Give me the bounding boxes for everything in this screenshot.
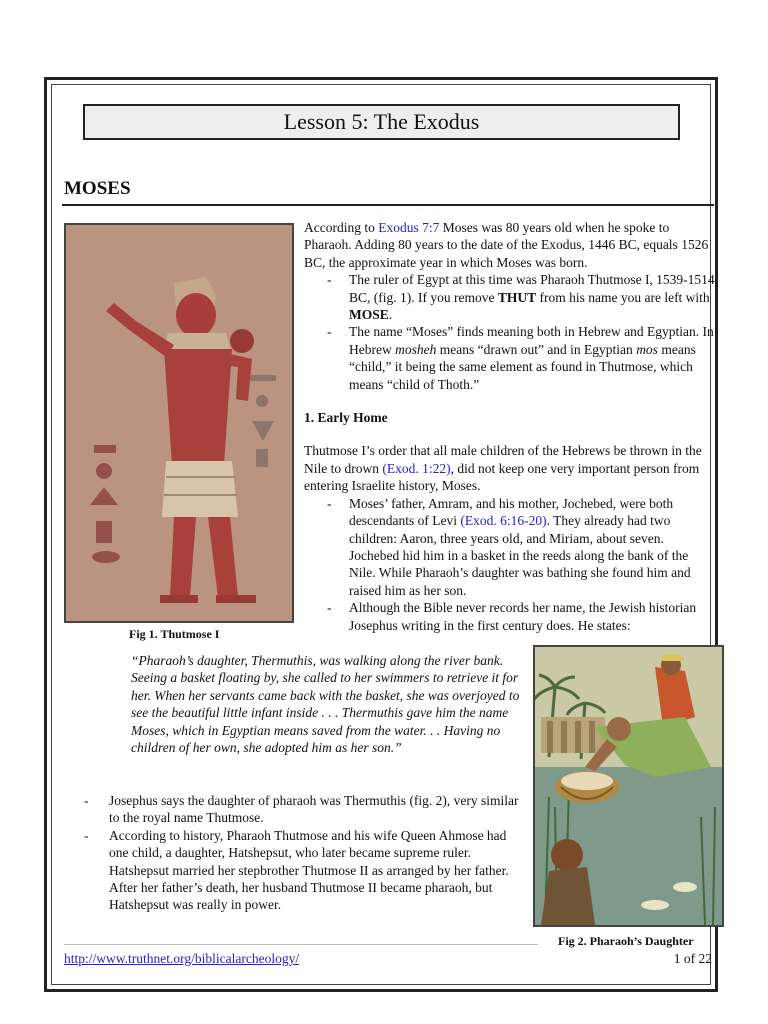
list-item: - Josephus says the daughter of pharaoh was Thermuthis (fig. 2), very similar to the royal name Thutmose. [64,792,524,827]
exod-1-22-link[interactable]: (Exod. 1:22) [382,460,451,476]
exodus-7-7-link[interactable]: Exodus 7:7 [378,220,440,235]
list-item: - According to history, Pharaoh Thutmose and his wife Queen Ahmose had one child, a daughter, Hatshepsut, who later became supreme ruler. Hatshepsut married her stepbrother Thutmose II as arranged by her father. After her father’s death, her husband Thutmose II became pharaoh, but Hatshepsut was really in power. [64,827,524,914]
list-item: - The name “Moses” finds meaning both in Hebrew and Egyptian. In Hebrew mosheh means “drawn out” and in Egyptian mos means “child,” it being the same element as found in Thutmose, which means “child of Thoth.” [304,323,716,393]
page-number: 1 of 22 [673,951,712,966]
mid-bullet-list [304,495,716,634]
section-divider [62,204,714,206]
intro-paragraph: According to Exodus 7:7 Moses was 80 years old when he spoke to Pharaoh. Adding 80 years to the date of the Exodus, 1446 BC, equals 1526 BC, the approximate year in which Moses was born. [304,220,709,270]
thutmose-relief-image [64,223,294,623]
fig2-caption: Fig 2. Pharaoh’s Daughter [558,934,694,948]
pharaohs-daughter-image [533,645,724,927]
list-item: - Although the Bible never records her name, the Jewish historian Josephus writing in the first century does. He states: [304,599,716,634]
exod-6-16-20-link[interactable]: (Exod. 6:16-20) [460,513,547,529]
early-home-heading: 1. Early Home [304,410,388,426]
josephus-quote: “Pharaoh’s daughter, Thermuthis, was walking along the river bank. Seeing a basket floating by, she called to her swimmers to retrieve it for her. When her servants came back with the basket, she was overjoyed to see the beautiful little infant inside . . . Thermuthis gave him the name Moses, which in Egyptian means saved from the water. . . Having no children of her own, she adopted him as her son.” [131,653,520,756]
fig1-caption: Fig 1. Thutmose I [129,627,220,641]
top-bullet-list [304,271,716,393]
footer-url-link[interactable]: http://www.truthnet.org/biblicalarcheology/ [64,951,300,966]
list-item: - Moses’ father, Amram, and his mother, Jochebed, were both descendants of Levi (Exod. 6:16-20). They already had two children: Aaron, three years old, and Miriam, about seven. Jochebed hid him in a basket in the reeds along the bank of the Nile. While Pharaoh’s daughter was bathing she found him and raised him as her son. [304,495,716,599]
section-title: MOSES [64,178,131,199]
lesson-title: Lesson 5: The Exodus [83,104,680,140]
list-item: - The ruler of Egypt at this time was Pharaoh Thutmose I, 1539-1514 BC, (fig. 1). If you remove THUT from his name you are left with MOSE. [304,271,716,323]
early-home-paragraph: Thutmose I’s order that all male children of the Hebrews be thrown in the Nile to drown (Exod. 1:22), did not keep one very important person from entering Israelite history, Moses. [304,443,702,494]
intro-column [304,219,716,634]
footer-divider [64,944,538,945]
bottom-bullets [64,792,524,914]
